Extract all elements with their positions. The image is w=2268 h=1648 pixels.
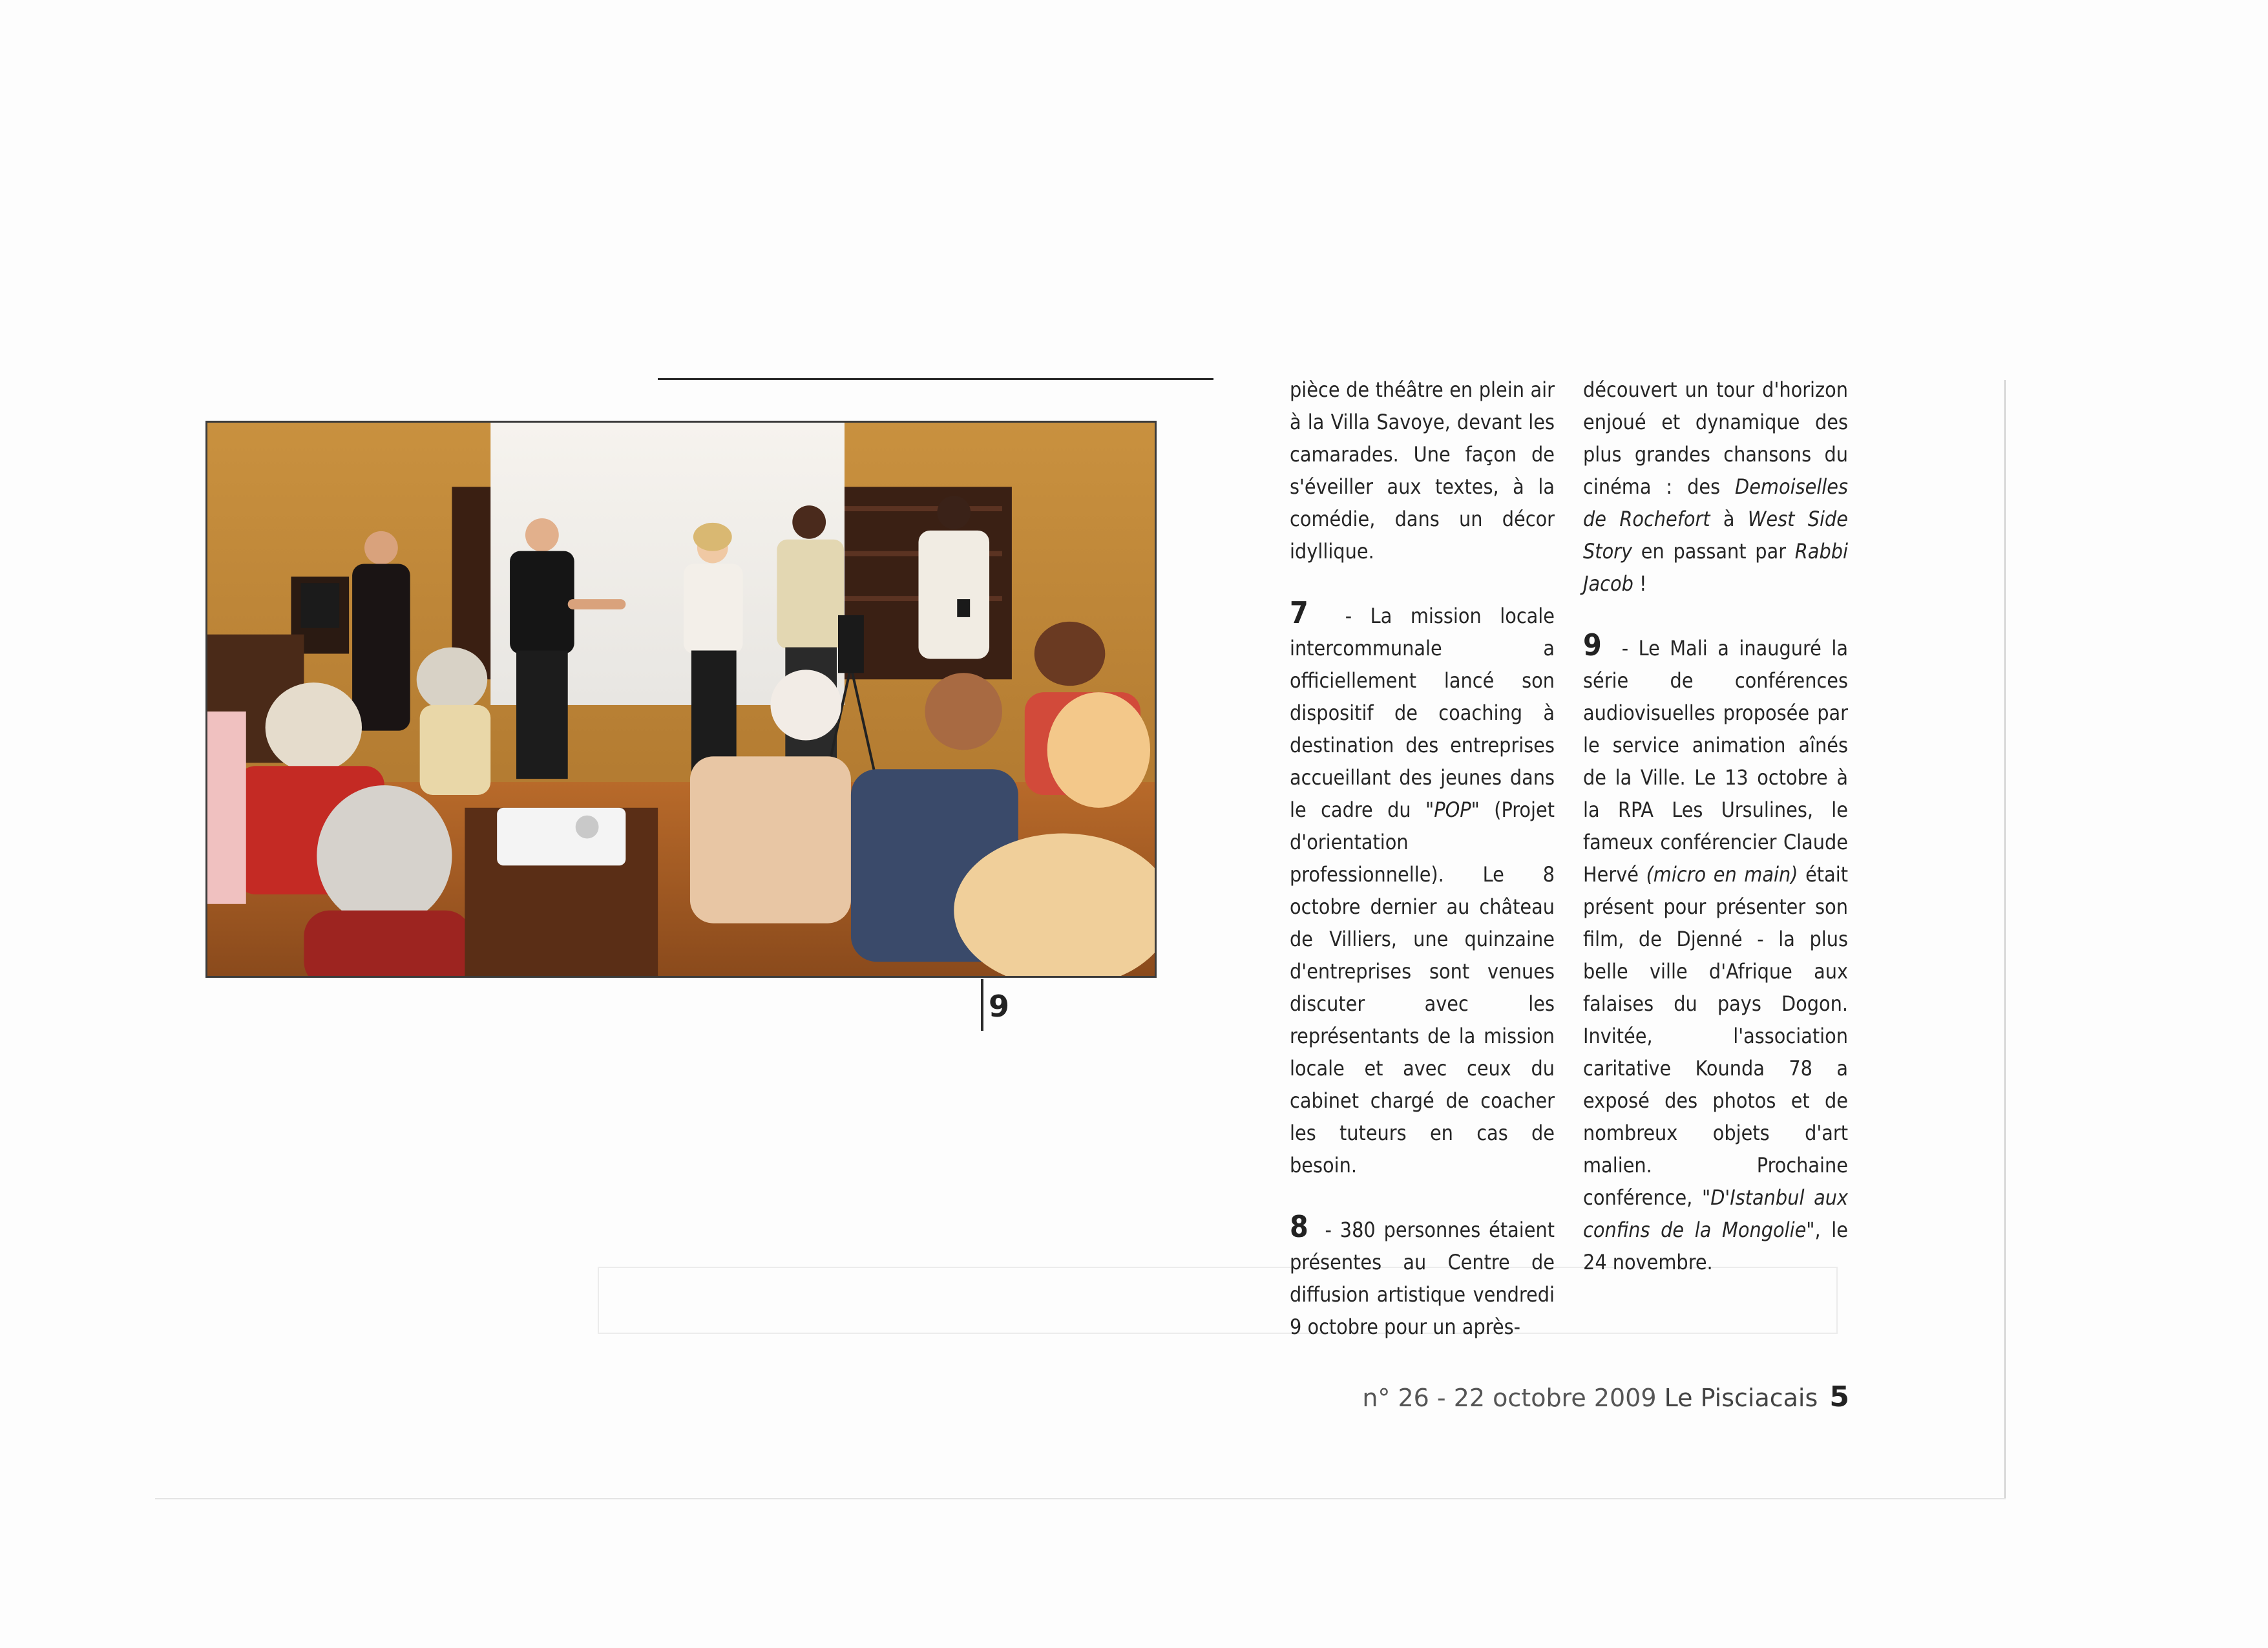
paragraph-intro-2 — [1583, 374, 1848, 600]
publication-name: Le Pisciacais — [1664, 1384, 1818, 1412]
paragraph-text: , le 24 novembre. — [1583, 1218, 1849, 1274]
film-title: Demoiselles de Rochefort — [1583, 474, 1848, 531]
paragraph-text: à — [1710, 507, 1748, 531]
article-photo — [205, 421, 1157, 978]
conference-title: "D'Istanbul aux confins de la Mongolie" — [1583, 1185, 1849, 1242]
issue-info: n° 26 - 22 octobre 2009 — [1362, 1384, 1657, 1412]
paragraph-text: pièce de théâtre en plein air à la Villa Savoye, devant les camarades. Une façon de s'éveiller aux textes, à la comédie, dans un décor idyllique. — [1290, 377, 1555, 564]
page-edge-bottom — [155, 1498, 2006, 1499]
paragraph-7: 7 - La mission locale intercommunale a officiellement lancé son dispositif de coaching à destination des entreprises accueillant des jeunes dans le cadre du "POP" (Projet d'orientation professionnelle). Le 8 octobre dernier au château de Villiers, une quinzaine d'entreprises sont venues discuter avec les représentants de la mission locale et avec ceux du cabinet chargé de coacher les tuteurs en cas de besoin. — [1290, 595, 1555, 1178]
pop-label: "POP" — [1425, 798, 1480, 822]
film-title: Rabbi Jacob — [1583, 539, 1848, 596]
paragraph-intro-1 — [1290, 374, 1555, 567]
paragraph-text: en passant par — [1632, 539, 1795, 564]
page-footer — [1362, 1380, 1849, 1413]
page-number: 5 — [1829, 1380, 1849, 1413]
paragraph-text: était présent pour présenter son film, de Djenné - la plus belle ville d'Afrique aux falaises du pays Dogon. Invitée, l'association caritative Kounda 78 a exposé des photos et de nombreux objets d'art malien. Prochaine conférence, — [1583, 862, 1848, 1210]
item-number: 9 — [1583, 628, 1602, 662]
item-number: 8 — [1290, 1209, 1308, 1244]
paragraph-text: ! — [1633, 571, 1647, 596]
caption-rule — [981, 979, 983, 1031]
paragraph-text: Le Mali a inauguré la série de conférences audiovisuelles proposée par le service animation aînés de la Ville. Le 13 octobre à la RPA Les Ursulines, le fameux conférencier Claude Hervé — [1583, 636, 1849, 887]
top-rule — [658, 378, 1213, 380]
paragraph-text: La mission locale intercommunale a officiellement lancé son dispositif de coaching à destination des entreprises accueillant des jeunes dans le cadre du — [1290, 604, 1555, 822]
page-edge-right — [2004, 380, 2006, 1498]
paragraph-8: 8 - 380 personnes étaient présentes au Centre de diffusion artistique vendredi 9 octobre pour un après- — [1290, 1209, 1555, 1339]
article-column-1 — [1290, 374, 1555, 1343]
article-column-2 — [1583, 374, 1848, 1278]
photo-caption-number: 9 — [989, 989, 1010, 1024]
photo-reference: (micro en main) — [1646, 862, 1798, 887]
film-title: West Side Story — [1583, 507, 1849, 564]
paragraph-9: 9 - Le Mali a inauguré la série de conférences audiovisuelles proposée par le service animation aînés de la Ville. Le 13 octobre à la RPA Les Ursulines, le fameux conférencier Claude Hervé (micro en main) était présent pour présenter son film, de Djenné - la plus belle ville d'Afrique aux falaises du pays Dogon. Invitée, l'association caritative Kounda 78 a exposé des photos et de nombreux objets d'art malien. Prochaine conférence, "D'Istanbul aux confins de la Mongolie", le 24 novembre. — [1583, 628, 1849, 1274]
paragraph-text: (Projet d'orientation professionnelle). Le 8 octobre dernier au château de Villiers, une quinzaine d'entreprises sont venues discuter avec les représentants de la mission locale et avec ceux du cabinet chargé de coacher les tuteurs en cas de besoin. — [1290, 798, 1555, 1178]
photo-illustration — [207, 423, 1155, 976]
paragraph-text: découvert un tour d'horizon enjoué et dynamique des plus grandes chansons du cinéma : des — [1583, 377, 1848, 499]
paragraph-text: 380 personnes étaient présentes au Centre de diffusion artistique vendredi 9 octobre pour un après- — [1290, 1218, 1555, 1339]
item-number: 7 — [1290, 595, 1308, 630]
